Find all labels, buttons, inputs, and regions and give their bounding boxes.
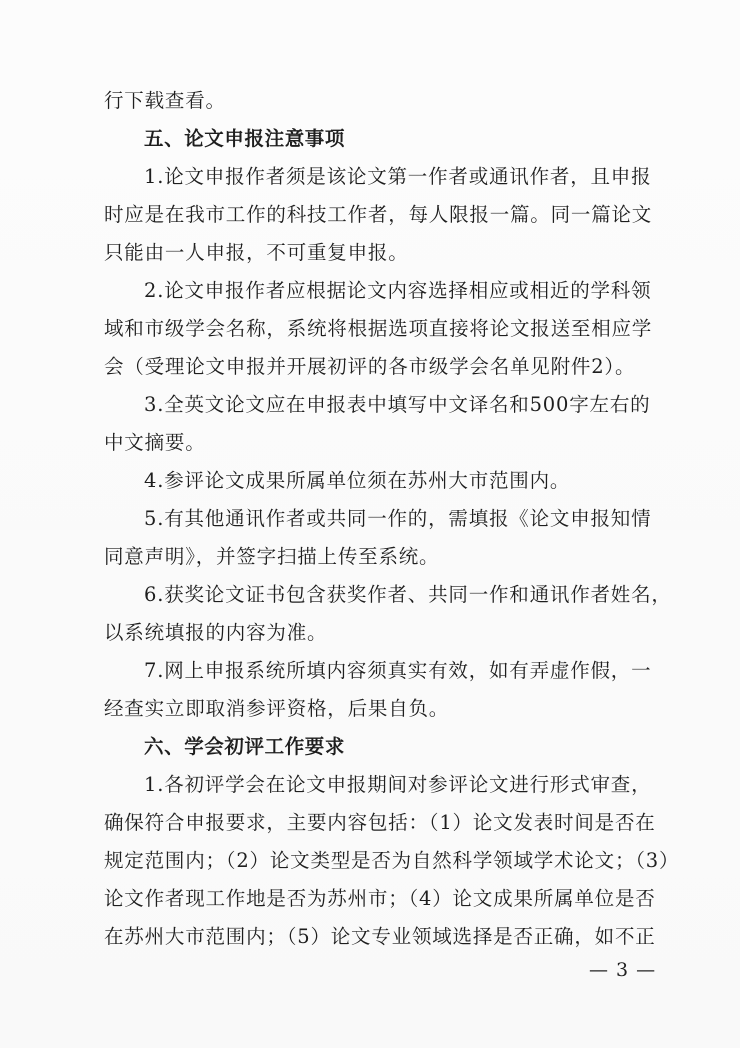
continuation-line: 行下载查看。 — [104, 89, 226, 112]
paragraph-line: 7.网上申报系统所填内容须真实有效，如有弄虚作假，一 — [144, 659, 652, 682]
paragraph-line: 经查实立即取消参评资格，后果自负。 — [104, 697, 450, 720]
section-5-item-7 — [104, 652, 652, 728]
section-5-item-3 — [104, 386, 651, 462]
paragraph-line: 确保符合申报要求，主要内容包括：（1）论文发表时间是否在 — [104, 811, 656, 834]
section-5-item-5 — [104, 500, 652, 576]
section-5-item-6 — [104, 576, 672, 652]
paragraph-line: 3.全英文论文应在申报表中填写中文译名和500字左右的 — [144, 393, 651, 416]
paragraph-line: 4.参评论文成果所属单位须在苏州大市范围内。 — [144, 469, 571, 492]
page-number: — 3 — — [589, 959, 657, 981]
paragraph-line: 1.论文申报作者须是该论文第一作者或通讯作者，且申报 — [144, 165, 652, 188]
section-5-item-4 — [104, 462, 640, 500]
paragraph-line: 以系统填报的内容为准。 — [104, 621, 328, 644]
document-body — [104, 82, 680, 956]
paragraph-line: 时应是在我市工作的科技工作者，每人限报一篇。同一篇论文 — [104, 203, 653, 226]
section-6-heading: 六、学会初评工作要求 — [144, 735, 346, 758]
paragraph-line: 5.有其他通讯作者或共同一作的，需填报《论文申报知情 — [144, 507, 652, 530]
paragraph-line: 在苏州大市范围内；（5）论文专业领域选择是否正确，如不正 — [104, 925, 656, 948]
paragraph-line: 规定范围内；（2）论文类型是否为自然科学领域学术论文；（3） — [104, 849, 680, 872]
paragraph-line: 会（受理论文申报并开展初评的各市级学会名单见附件2）。 — [104, 355, 636, 378]
section-5-item-1 — [104, 158, 653, 272]
section-5-heading: 五、论文申报注意事项 — [144, 127, 346, 150]
paragraph-line: 6.获奖论文证书包含获奖作者、共同一作和通讯作者姓名， — [144, 583, 672, 606]
paragraph-line: 中文摘要。 — [104, 431, 206, 454]
paragraph-line: 域和市级学会名称，系统将根据选项直接将论文报送至相应学 — [104, 317, 653, 340]
section-5-item-2 — [104, 272, 653, 386]
paragraph-line: 1.各初评学会在论文申报期间对参评论文进行形式审查， — [144, 773, 652, 796]
paragraph-line: 只能由一人申报，不可重复申报。 — [104, 241, 409, 264]
paragraph-line: 2.论文申报作者应根据论文内容选择相应或相近的学科领 — [144, 279, 652, 302]
section-6-item-1 — [104, 766, 680, 956]
paragraph-line: 论文作者现工作地是否为苏州市；（4）论文成果所属单位是否 — [104, 887, 656, 910]
paragraph-line: 同意声明》，并签字扫描上传至系统。 — [104, 545, 440, 568]
